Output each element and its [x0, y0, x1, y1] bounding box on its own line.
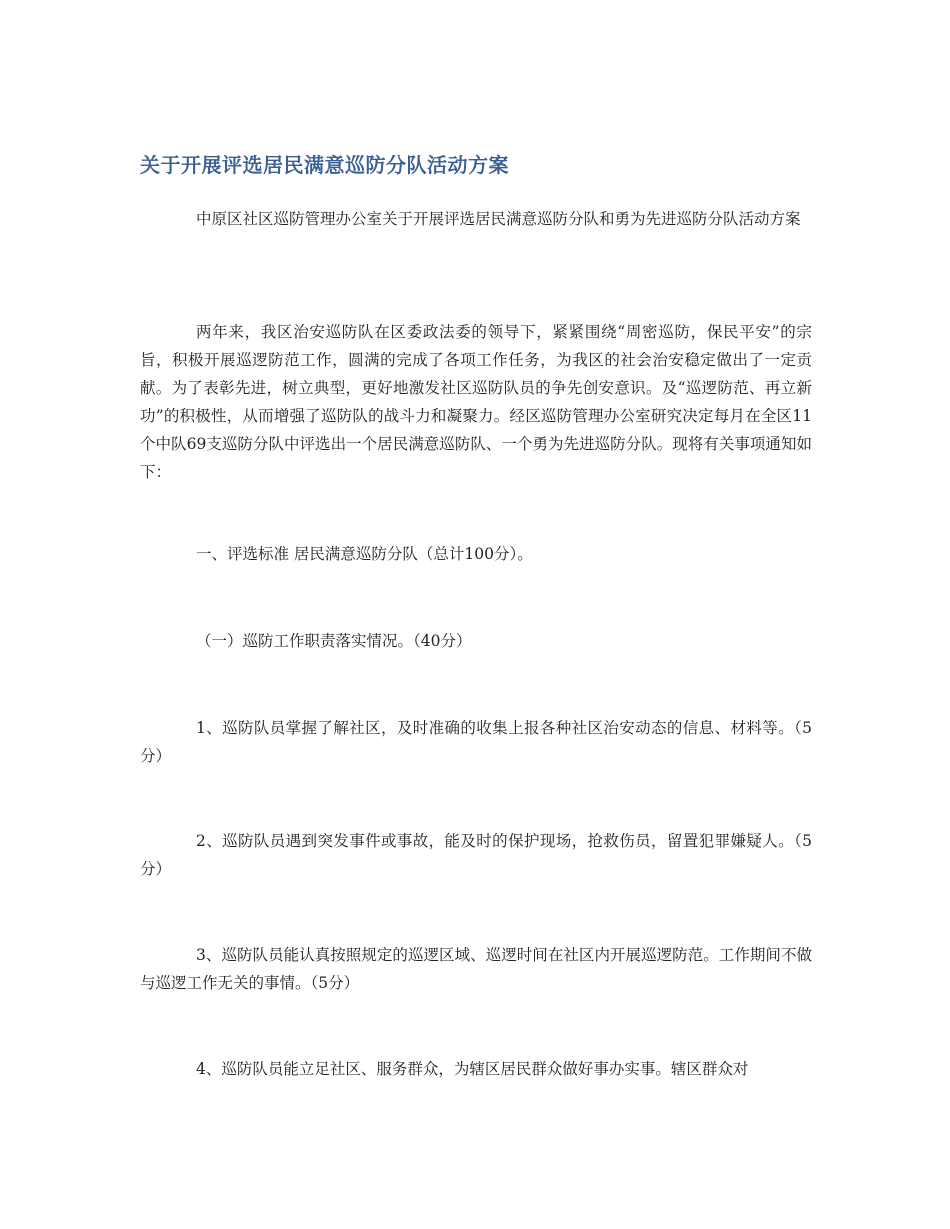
- paragraph-item-4: 4、巡防队员能立足社区、服务群众，为辖区居民群众做好事办实事。辖区群众对: [196, 1060, 749, 1078]
- paragraph-section-heading: 一、评选标准 居民满意巡防分队（总计100分）。: [196, 545, 533, 563]
- paragraph-item-1: 1、巡防队员掌握了解社区，及时准确的收集上报各种社区治安动态的信息、材料等。（5分）: [140, 719, 812, 765]
- paragraph-item-3: 3、巡防队员能认真按照规定的巡逻区域、巡逻时间在社区内开展巡逻防范。工作期间不做与巡逻工作无关的事情。（5分）: [140, 946, 812, 992]
- paragraph-intro: 两年来，我区治安巡防队在区委政法委的领导下，紧紧围绕“周密巡防，保民平安”的宗旨，积极开展巡逻防范工作，圆满的完成了各项工作任务，为我区的社会治安稳定做出了一定贡献。为了表彰先进，树立典型，更好地激发社区巡防队员的争先创安意识。及“巡逻防范、再立新功”的积极性，从而增强了巡防队的战斗力和凝聚力。经区巡防管理办公室研究决定每月在全区11个中队69支巡防分队中评选出一个居民满意巡防队、一个勇为先进巡防分队。现将有关事项通知如下：: [140, 323, 812, 481]
- paragraph-subtitle: 中原区社区巡防管理办公室关于开展评选居民满意巡防分队和勇为先进巡防分队活动方案: [196, 210, 801, 228]
- paragraph-subsection-heading: （一）巡防工作职责落实情况。（40分）: [196, 632, 472, 650]
- paragraph-item-2: 2、巡防队员遇到突发事件或事故，能及时的保护现场，抢救伤员，留置犯罪嫌疑人。（5分）: [140, 832, 812, 878]
- document-title: 关于开展评选居民满意巡防分队活动方案: [140, 153, 509, 177]
